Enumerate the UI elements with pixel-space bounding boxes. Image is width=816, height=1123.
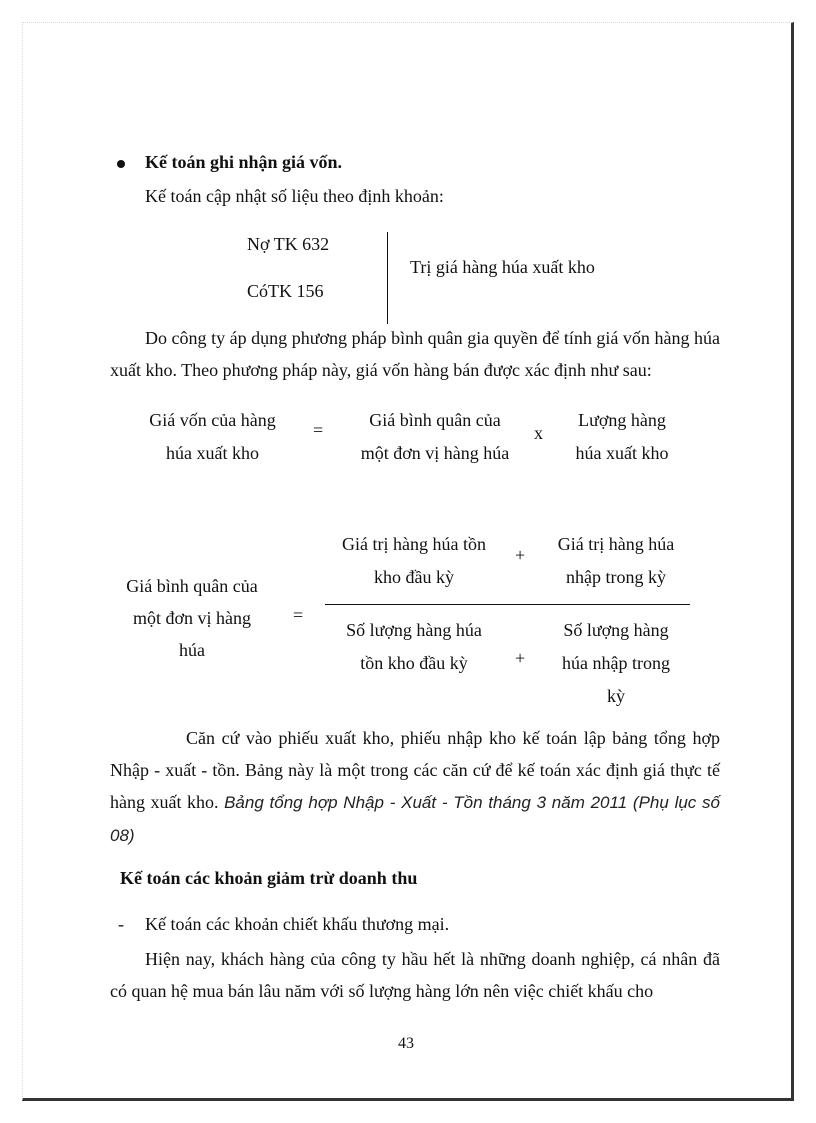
- appendix-reference: Bảng tổng hợp Nhập - Xuất - Tồn tháng 3 năm 2011 (Phụ lục số 08): [110, 793, 721, 845]
- formula2-equals: =: [293, 605, 304, 625]
- dash-marker: -: [118, 914, 124, 934]
- paragraph-summary-table: [110, 722, 720, 852]
- formula2-denominator-opening-qty: Số lượng hàng húa tồn kho đầu kỳ: [346, 620, 482, 673]
- paragraph-customers: Hiện nay, khách hàng của công ty hầu hết là những doanh nghiệp, cá nhân đã có quan hệ mua bán lâu năm với số lượng hàng lớn nên việc chiết khấu cho: [110, 949, 720, 1001]
- entry-divider: [387, 232, 388, 324]
- section-heading-revenue-deductions: Kế toán các khoản giảm trừ doanh thu: [120, 868, 418, 888]
- formula1-unit-price: Giá bình quân của một đơn vị hàng húa: [360, 410, 510, 463]
- formula2-numerator-opening-value: Giá trị hàng húa tồn kho đầu kỳ: [342, 534, 486, 587]
- page-number: 43: [398, 1035, 414, 1052]
- formula2-fraction-bar: [325, 604, 690, 605]
- formula1-equals: =: [313, 420, 324, 440]
- debit-account: Nợ TK 632: [247, 234, 330, 254]
- bullet-icon: [117, 160, 125, 168]
- subheading-trade-discount: Kế toán các khoản chiết khấu thương mại.: [145, 914, 450, 934]
- formula2-numerator-plus: +: [515, 545, 526, 565]
- formula2-lhs: Giá bình quân của một đơn vị hàng húa: [126, 576, 258, 660]
- credit-account: CóTK 156: [247, 281, 324, 301]
- entry-description: Trị giá hàng húa xuất kho: [410, 257, 595, 277]
- formula2-numerator-purchase-value: Giá trị hàng húa nhập trong kỳ: [557, 534, 675, 587]
- section-heading-cost-of-goods: Kế toán ghi nhận giá vốn.: [145, 152, 343, 172]
- formula1-lhs: Giá vốn của hàng húa xuất kho: [149, 410, 276, 463]
- paragraph-method: Do công ty áp dụng phương pháp bình quân gia quyền để tính giá vốn hàng húa xuất kho. Theo phương pháp này, giá vốn hàng bán được xác định như sau:: [110, 328, 720, 380]
- paragraph-summary-text: Căn cứ vào phiếu xuất kho, phiếu nhập kho kế toán lập bảng tổng hợp Nhập - xuất - tồn. Bảng này là một trong các căn cứ để kế toán xác định giá thực tế hàng xuất kho.: [110, 728, 720, 812]
- formula1-quantity: Lượng hàng húa xuất kho: [575, 410, 669, 463]
- formula1-times: x: [534, 423, 543, 443]
- formula2-denominator-plus: +: [515, 648, 526, 668]
- intro-text: Kế toán cập nhật số liệu theo định khoản:: [145, 186, 444, 206]
- formula2-denominator-purchase-qty: Số lượng hàng húa nhập trong kỳ: [562, 620, 670, 706]
